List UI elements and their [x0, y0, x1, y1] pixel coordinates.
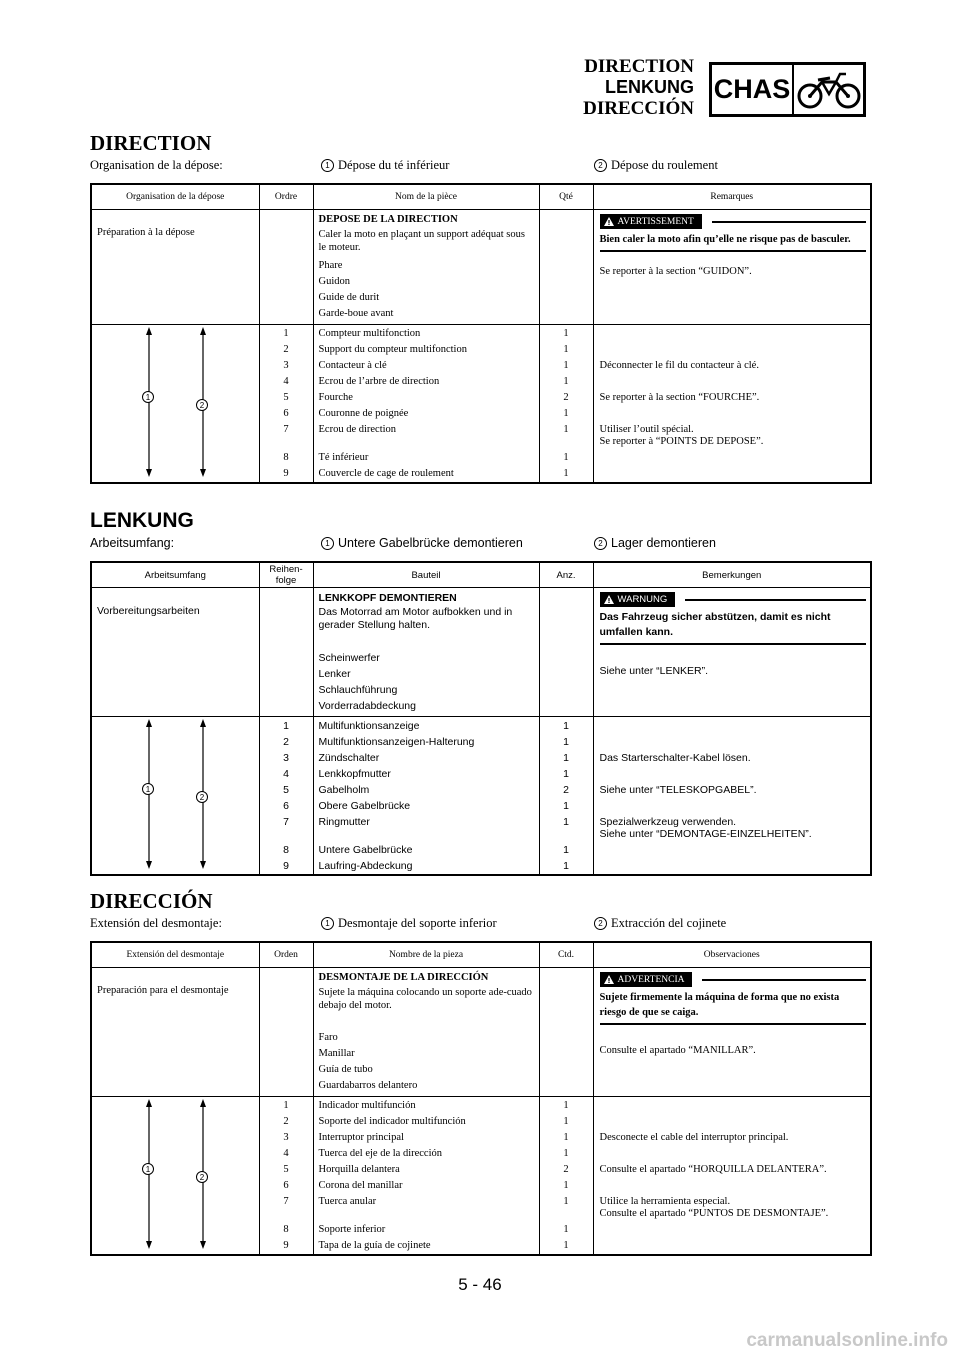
part-name: Support du compteur multifonction — [318, 344, 467, 355]
part-name: Laufring-Abdeckung — [318, 860, 413, 872]
column-header: Anz. — [539, 562, 593, 588]
part-qty: 1 — [563, 816, 569, 828]
part-qty: 2 — [563, 784, 569, 796]
part-order: 3 — [283, 1132, 289, 1143]
warning-box — [600, 592, 867, 645]
step-1-text: Untere Gabelbrücke demontieren — [338, 536, 523, 550]
part-order: 6 — [283, 800, 289, 812]
preparation-item: Guardabarros delantero — [318, 1080, 418, 1091]
marker-1: 1 — [145, 785, 151, 794]
preparation-item: Faro — [318, 1032, 338, 1043]
part-remark-line-2: Consulte el apartado “PUNTOS DE DESMONTAJE”. — [599, 1208, 829, 1219]
part-name: Té inférieur — [318, 452, 369, 463]
preparation-item: Guía de tubo — [318, 1064, 373, 1075]
column-header: Orden — [259, 942, 313, 968]
step-1-text: Dépose du té inférieur — [338, 158, 450, 172]
part-name: Compteur multifonction — [318, 328, 421, 339]
part-order: 5 — [283, 1164, 289, 1175]
part-name: Obere Gabelbrücke — [318, 800, 411, 812]
part-name: Ecrou de direction — [318, 424, 397, 435]
warning-box — [600, 214, 867, 252]
warning-text: Bien caler la moto afin qu’elle ne risque pas de basculer. — [600, 232, 867, 252]
part-order: 7 — [283, 1196, 289, 1207]
part-name: Tapa de la guía de cojinete — [318, 1240, 431, 1251]
part-remark: Consulte el apartado “HORQUILLA DELANTERA”. — [599, 1164, 827, 1175]
chassis-section-badge — [709, 62, 866, 117]
preparation-label: Preparación para el desmontaje — [97, 985, 229, 996]
part-remark — [600, 842, 866, 858]
preparation-remark: Siehe unter “LENKER”. — [599, 665, 709, 677]
part-remark — [600, 1222, 866, 1238]
part-name: Zündschalter — [318, 752, 380, 764]
part-order: 8 — [283, 452, 289, 463]
procedure-table — [90, 941, 872, 1256]
part-name: Couvercle de cage de roulement — [318, 468, 454, 479]
section-title: DIRECTION — [90, 131, 212, 155]
warning-text: Das Fahrzeug sicher abstützen, damit es nicht umfallen kann. — [600, 610, 867, 645]
part-qty: 1 — [563, 360, 569, 371]
part-remark-line-1: Utilice la herramienta especial. — [599, 1196, 731, 1207]
section-title: DIRECCIÓN — [90, 889, 213, 913]
column-header: Observaciones — [593, 942, 871, 968]
marker-1: 1 — [145, 393, 151, 402]
part-name: Ringmutter — [318, 816, 370, 828]
table-row-parts — [91, 325, 871, 484]
part-qty: 1 — [563, 800, 569, 812]
marker-1-icon: 1 — [321, 159, 334, 172]
warning-badge — [600, 592, 676, 607]
table-header-row — [91, 562, 871, 588]
part-order: 1 — [283, 328, 289, 339]
warning-triangle-icon — [604, 217, 614, 226]
column-header: Bauteil — [313, 562, 539, 588]
part-qty: 1 — [563, 1148, 569, 1159]
part-name: Couronne de poignée — [318, 408, 409, 419]
part-remark — [600, 406, 866, 422]
preparation-heading: DEPOSE DE LA DIRECTION — [318, 214, 458, 225]
column-header: Qté — [539, 184, 593, 210]
page-number: 5 - 46 — [458, 1275, 502, 1294]
part-qty: 1 — [563, 328, 569, 339]
part-remark — [600, 1238, 866, 1254]
warning-label: WARNUNG — [617, 594, 668, 605]
preparation-label: Préparation à la dépose — [97, 227, 195, 238]
part-qty: 1 — [563, 752, 569, 764]
part-name: Ecrou de l’arbre de direction — [318, 376, 440, 387]
step-2-text: Lager demontieren — [611, 536, 716, 550]
part-name: Horquilla delantera — [318, 1164, 400, 1175]
marker-2: 2 — [199, 793, 205, 802]
scope-label: Organisation de la dépose: — [90, 158, 223, 172]
section-title: LENKUNG — [90, 509, 194, 532]
preparation-item: Phare — [318, 260, 343, 271]
part-remark — [600, 374, 866, 390]
part-qty: 1 — [563, 408, 569, 419]
column-header: Nombre de la pieza — [313, 942, 539, 968]
page-header-titles — [583, 56, 694, 119]
part-qty: 1 — [563, 376, 569, 387]
marker-2: 2 — [199, 401, 205, 410]
preparation-heading: LENKKOPF DEMONTIEREN — [318, 592, 457, 604]
part-name: Gabelholm — [318, 784, 370, 796]
part-qty: 1 — [563, 1180, 569, 1191]
part-qty: 1 — [563, 344, 569, 355]
sequence-arrows-icon — [92, 325, 260, 481]
preparation-remark: Se reporter à la section “GUIDON”. — [599, 266, 752, 277]
part-remark — [600, 766, 866, 782]
scope-step-2 — [594, 536, 716, 550]
part-qty: 1 — [563, 720, 569, 732]
part-qty: 1 — [563, 860, 569, 872]
preparation-item: Das Motorrad am Motor aufbokken und in gerader Stellung halten. — [318, 606, 513, 631]
table-header-row — [91, 184, 871, 210]
preparation-item: Guide de durit — [318, 292, 380, 303]
marker-2: 2 — [199, 1173, 205, 1182]
part-order: 4 — [283, 1148, 289, 1159]
part-order: 5 — [283, 784, 289, 796]
procedure-table — [90, 561, 872, 876]
table-row-parts — [91, 1097, 871, 1256]
header-title-es: DIRECCIÓN — [583, 98, 694, 119]
step-1-text: Desmontaje del soporte inferior — [338, 916, 497, 930]
part-remark-line-1: Spezialwerkzeug verwenden. — [599, 816, 737, 828]
part-remark — [600, 1098, 866, 1114]
part-remark — [600, 858, 866, 874]
scope-step-1 — [321, 158, 449, 173]
part-remark — [600, 342, 866, 358]
preparation-item: Vorderradabdeckung — [318, 700, 416, 712]
part-name: Untere Gabelbrücke — [318, 844, 413, 856]
part-qty: 1 — [563, 1240, 569, 1251]
part-order: 4 — [283, 376, 289, 387]
part-remark — [600, 1194, 866, 1222]
preparation-item: Manillar — [318, 1048, 355, 1059]
sequence-arrows-icon — [92, 717, 260, 873]
scope-label: Arbeitsumfang: — [90, 536, 175, 550]
part-qty: 1 — [563, 1116, 569, 1127]
column-header: Bemerkungen — [593, 562, 871, 588]
part-order: 6 — [283, 408, 289, 419]
header-title-de: LENKUNG — [605, 77, 694, 97]
marker-2-icon: 2 — [594, 917, 607, 930]
part-order: 2 — [283, 1116, 289, 1127]
column-header: Ctd. — [539, 942, 593, 968]
part-order: 3 — [283, 752, 289, 764]
section-direccion-es — [90, 889, 870, 1256]
part-qty: 1 — [563, 736, 569, 748]
preparation-item: Caler la moto en plaçant un support adéquat sous le moteur. — [318, 229, 525, 253]
part-order: 6 — [283, 1180, 289, 1191]
part-qty: 1 — [563, 452, 569, 463]
part-order: 4 — [283, 768, 289, 780]
preparation-item: Sujete la máquina colocando un soporte ade-cuado debajo del motor. — [318, 987, 532, 1011]
part-remark-line-2: Se reporter à “POINTS DE DEPOSE”. — [599, 436, 764, 447]
part-order: 3 — [283, 360, 289, 371]
part-qty: 2 — [563, 1164, 569, 1175]
part-qty: 1 — [563, 844, 569, 856]
part-order: 5 — [283, 392, 289, 403]
part-order: 1 — [283, 1100, 289, 1111]
column-header: Ordre — [259, 184, 313, 210]
chas-label: CHAS — [712, 65, 794, 114]
preparation-remark: Consulte el apartado “MANILLAR”. — [599, 1045, 756, 1056]
part-order: 7 — [283, 816, 289, 828]
scope-line — [90, 536, 870, 554]
part-remark — [600, 718, 866, 734]
part-remark — [600, 814, 866, 842]
warning-triangle-icon — [604, 595, 614, 604]
section-direction-fr — [90, 131, 870, 484]
marker-2-icon: 2 — [594, 537, 607, 550]
table-row-preparation — [91, 588, 871, 717]
part-order: 2 — [283, 344, 289, 355]
warning-label: AVERTISSEMENT — [617, 216, 694, 227]
preparation-item: Guidon — [318, 276, 350, 287]
warning-triangle-icon — [604, 975, 614, 984]
warning-label: ADVERTENCIA — [617, 974, 685, 985]
marker-1-icon: 1 — [321, 537, 334, 550]
part-order: 8 — [283, 844, 289, 856]
part-remark — [600, 422, 866, 450]
preparation-item: Lenker — [318, 668, 351, 680]
scope-line — [90, 916, 870, 934]
step-2-text: Extracción del cojinete — [611, 916, 727, 930]
part-name: Indicador multifunción — [318, 1100, 416, 1111]
preparation-item: Schlauchführung — [318, 684, 398, 696]
column-header: Remarques — [593, 184, 871, 210]
header-title-fr: DIRECTION — [584, 56, 694, 77]
part-qty: 1 — [563, 424, 569, 435]
part-name: Lenkkopfmutter — [318, 768, 391, 780]
part-remark-line-2: Siehe unter “DEMONTAGE-EINZELHEITEN”. — [599, 828, 812, 840]
scope-label: Extensión del desmontaje: — [90, 916, 222, 930]
column-header: Nom de la pièce — [313, 184, 539, 210]
part-name: Tuerca del eje de la dirección — [318, 1148, 443, 1159]
column-header: Organisation de la dépose — [91, 184, 259, 210]
motorcycle-icon — [794, 65, 863, 114]
part-remark — [600, 1178, 866, 1194]
column-header: Extensión del desmontaje — [91, 942, 259, 968]
part-order: 9 — [283, 468, 289, 479]
procedure-table — [90, 183, 872, 484]
part-remark: Das Starterschalter-Kabel lösen. — [599, 752, 751, 764]
part-name: Multifunktionsanzeige — [318, 720, 420, 732]
part-name: Fourche — [318, 392, 353, 403]
part-name: Corona del manillar — [318, 1180, 403, 1191]
scope-step-1 — [321, 536, 523, 550]
part-remark: Se reporter à la section “FOURCHE”. — [599, 392, 760, 403]
part-qty: 1 — [563, 1224, 569, 1235]
part-qty: 1 — [563, 1132, 569, 1143]
table-row-preparation — [91, 210, 871, 325]
marker-2-icon: 2 — [594, 159, 607, 172]
section-lenkung-de — [90, 509, 870, 876]
sequence-arrows-icon — [92, 1097, 260, 1253]
part-qty: 1 — [563, 1100, 569, 1111]
part-qty: 1 — [563, 468, 569, 479]
warning-text: Sujete firmemente la máquina de forma que no exista riesgo de que se caiga. — [600, 990, 867, 1025]
part-qty: 2 — [563, 392, 569, 403]
warning-box — [600, 972, 867, 1025]
part-qty: 1 — [563, 768, 569, 780]
table-header-row — [91, 942, 871, 968]
part-name: Tuerca anular — [318, 1196, 377, 1207]
part-remark — [600, 1114, 866, 1130]
marker-1: 1 — [145, 1165, 151, 1174]
table-row-preparation — [91, 968, 871, 1097]
part-qty: 1 — [563, 1196, 569, 1207]
part-remark — [600, 326, 866, 342]
warning-badge — [600, 972, 693, 987]
watermark: carmanualsonline.info — [746, 1330, 948, 1351]
column-header: Reihen-folge — [259, 562, 313, 588]
preparation-label: Vorbereitungsarbeiten — [97, 605, 200, 617]
part-name: Multifunktionsanzeigen-Halterung — [318, 736, 475, 748]
part-name: Soporte del indicador multifunción — [318, 1116, 466, 1127]
part-name: Contacteur à clé — [318, 360, 387, 371]
part-order: 7 — [283, 424, 289, 435]
part-name: Interruptor principal — [318, 1132, 404, 1143]
table-row-parts — [91, 717, 871, 876]
part-name: Soporte inferior — [318, 1224, 386, 1235]
part-order: 9 — [283, 1240, 289, 1251]
preparation-heading: DESMONTAJE DE LA DIRECCIÓN — [318, 972, 489, 983]
part-remark — [600, 798, 866, 814]
part-remark — [600, 734, 866, 750]
part-order: 1 — [283, 720, 289, 732]
scope-line — [90, 158, 870, 176]
preparation-item: Garde-boue avant — [318, 308, 394, 319]
part-remark: Desconecte el cable del interruptor principal. — [599, 1132, 789, 1143]
part-remark — [600, 450, 866, 466]
part-remark — [600, 1146, 866, 1162]
part-remark — [600, 466, 866, 482]
marker-1-icon: 1 — [321, 917, 334, 930]
part-remark-line-1: Utiliser l’outil spécial. — [599, 424, 694, 435]
step-2-text: Dépose du roulement — [611, 158, 718, 172]
warning-badge — [600, 214, 702, 229]
column-header: Arbeitsumfang — [91, 562, 259, 588]
part-order: 9 — [283, 860, 289, 872]
scope-step-1 — [321, 916, 497, 931]
part-remark: Siehe unter “TELESKOPGABEL”. — [599, 784, 757, 796]
part-order: 8 — [283, 1224, 289, 1235]
part-order: 2 — [283, 736, 289, 748]
scope-step-2 — [594, 916, 726, 931]
preparation-item: Scheinwerfer — [318, 652, 380, 664]
part-remark: Déconnecter le fil du contacteur à clé. — [599, 360, 759, 371]
scope-step-2 — [594, 158, 718, 173]
